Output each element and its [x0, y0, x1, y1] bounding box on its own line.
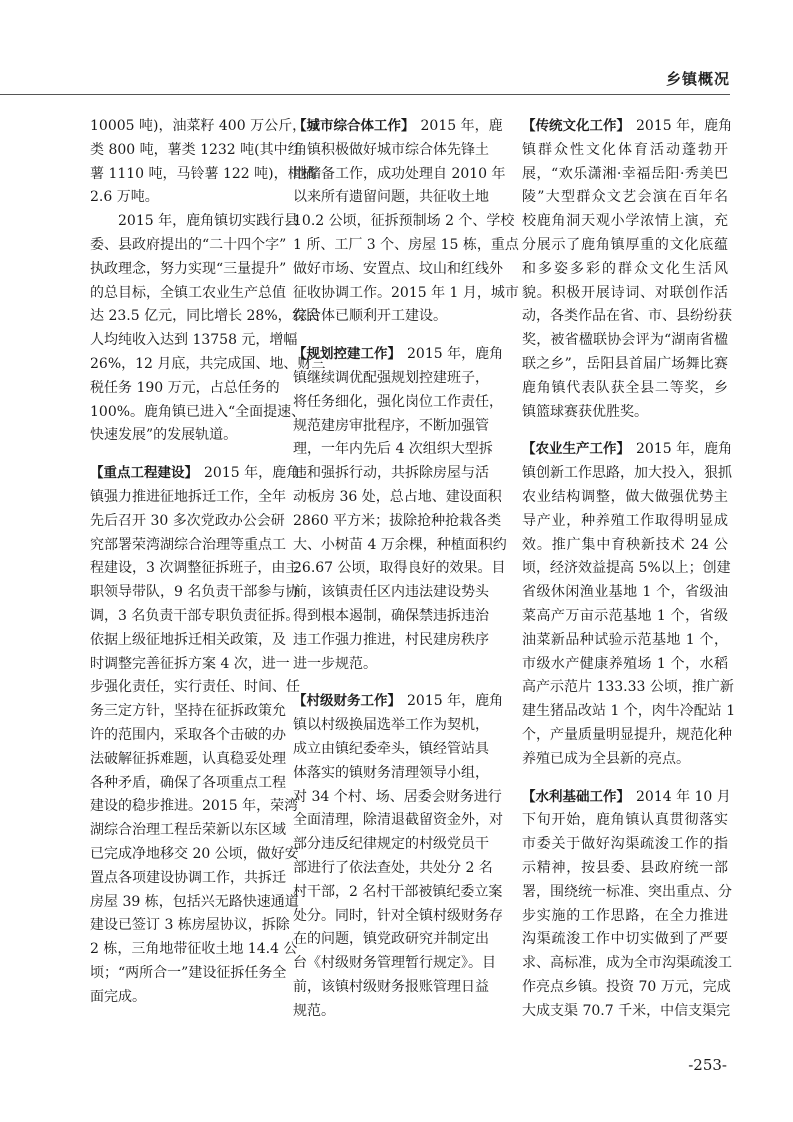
line-text: 将任务细化，强化岗位工作责任，: [293, 393, 503, 410]
line-text: 动，各类作品在省、市、县纷纷获: [522, 308, 732, 325]
text-line: [522, 510, 728, 534]
line-text: 2 栋，三角地带征收土地 14.4 公: [90, 941, 298, 958]
text-line: [90, 557, 300, 581]
line-text: 许的范围内，采取各个击破的办: [90, 726, 286, 743]
text-line: [293, 1000, 477, 1024]
text-line: [90, 867, 286, 891]
text-line: [90, 724, 286, 748]
line-text: 综合体已顺利开工建设。: [293, 308, 447, 325]
line-text: 联之乡”，岳阳县首届广场舞比赛: [522, 355, 728, 372]
text-line: [522, 581, 728, 605]
line-text: 2015 年，鹿角镇切实践行县: [118, 213, 299, 230]
text-line: [522, 305, 732, 329]
text-line: [90, 401, 306, 425]
text-line: [90, 510, 285, 534]
header-rule: [0, 94, 730, 95]
line-text: 建生猪品改站 1 个，肉牛冷配站 1: [522, 703, 736, 720]
text-line: [90, 115, 321, 139]
line-text: 2015 年，鹿角: [636, 441, 733, 458]
line-text: 对 34 个村、场、居委会财务进行: [293, 788, 502, 805]
text-line: [90, 986, 278, 1010]
section-heading: 【规划控建工作】: [293, 346, 401, 363]
text-line: [293, 234, 519, 258]
section-paragraph: [293, 343, 507, 676]
line-text: 效。推广集中育秧新技术 24 公: [522, 536, 728, 553]
text-line: [293, 438, 493, 462]
section-paragraph: [90, 462, 301, 1009]
line-text: 2015 年，鹿: [420, 118, 503, 134]
text-line: [522, 115, 733, 139]
text-line: [293, 690, 504, 714]
line-text: 时调整完善征拆方案 4 次，进一: [90, 655, 290, 672]
text-line: [293, 857, 493, 881]
text-line: [522, 809, 728, 833]
text-line: [293, 581, 489, 605]
line-text: 镇群众性文化体育活动蓬勃开: [522, 141, 728, 158]
line-text: 大成支渠 70.7 千米，中信支渠完: [522, 1002, 731, 1019]
text-line: [293, 881, 503, 905]
line-text: 依据上级征地拆迁相关政策，及: [90, 631, 286, 648]
text-line: [90, 258, 287, 282]
line-text: 导产业，种养殖工作取得明显成: [522, 512, 728, 529]
section-heading: 【村级财务工作】: [293, 693, 401, 710]
line-text: 顷，经济效益提高 5%以上；创建: [522, 560, 731, 577]
line-text: 奖，被省楹联协会评为“湖南省楹: [522, 332, 728, 349]
text-line: [522, 186, 728, 210]
text-line: [293, 415, 489, 439]
line-text: 市级水产健康养殖场 1 个，水稻: [522, 655, 728, 672]
line-text: 沟渠疏浚工作中切实做到了严要: [522, 931, 728, 948]
text-line: [90, 819, 286, 843]
text-line: [522, 676, 734, 700]
section-paragraph: [522, 115, 733, 424]
line-text: 成立由镇纪委牵头，镇经管站具: [293, 740, 489, 757]
line-text: 建设的稳步推进。2015 年，荣湾: [90, 798, 299, 815]
line-text: 法破解征拆难题，认真稳妥处理: [90, 750, 286, 767]
line-text: 面完成。: [90, 988, 146, 1005]
line-text: 处分。同时，针对全镇村级财务存: [293, 907, 503, 924]
section-paragraph: [293, 690, 504, 1023]
line-text: 进一步规范。: [293, 655, 377, 672]
text-line: [293, 510, 502, 534]
text-line: [522, 438, 733, 462]
line-text: 2860 平方米；拔除抢种抢栽各类: [293, 512, 502, 529]
running-header-section-title: 乡镇概况: [665, 70, 730, 88]
text-line: [522, 881, 732, 905]
text-line: [90, 462, 301, 486]
text-line: [293, 210, 515, 234]
text-line: [293, 833, 489, 857]
line-text: 房屋 39 栋，包括兴无路快速通道: [90, 893, 299, 910]
line-text: 以来所有遗留问题，共征收土地: [293, 189, 489, 206]
text-line: [90, 938, 298, 962]
text-line: [90, 163, 316, 187]
line-text: 养殖已成为全县新的亮点。: [522, 750, 690, 767]
section-paragraph: [522, 786, 732, 1024]
line-text: 各种矛盾，确保了各项重点工程: [90, 774, 286, 791]
text-line: [293, 762, 489, 786]
line-text: 体落实的镇财务清理领导小组，: [293, 764, 489, 781]
line-text: 大、小树苗 4 万余棵，种植面积约: [293, 536, 507, 553]
line-text: 2014 年 10 月: [636, 788, 731, 805]
text-line: [293, 928, 489, 952]
line-text: 在的问题，镇党政研究并制定出: [293, 931, 489, 948]
text-line: [90, 305, 320, 329]
text-line: [90, 962, 287, 986]
line-text: 做好市场、安置点、坟山和红线外: [293, 260, 503, 277]
line-text: 镇以村级换届选举工作为契机，: [293, 717, 489, 734]
text-line: [522, 401, 728, 425]
text-line: [90, 605, 300, 629]
text-line: [522, 139, 728, 163]
line-text: 违工作强力推进，村民建房秩序: [293, 631, 489, 648]
line-text: 个，产量质量明显提升，规范化种: [522, 726, 732, 743]
text-line: [90, 353, 326, 377]
text-line: [293, 786, 502, 810]
text-line: [293, 653, 477, 677]
text-line: [522, 462, 732, 486]
text-line: [90, 843, 299, 867]
line-text: 台《村级财务管理暂行规定》。目: [293, 955, 496, 972]
text-line: [293, 809, 503, 833]
line-text: 署，围绕统一标准、突出重点、分: [522, 883, 732, 900]
text-line: [293, 139, 489, 163]
line-text: 镇继续调优配强规划控建班子，: [293, 369, 489, 386]
text-line: [522, 905, 728, 929]
line-text: 镇强力推进征地拆迁工作，全年: [90, 488, 286, 505]
text-line: [293, 905, 503, 929]
text-line: [293, 462, 489, 486]
line-text: 规范。: [293, 1002, 335, 1019]
line-text: 究部署荣湾湖综合治理等重点工: [90, 536, 286, 553]
line-text: 先后召开 30 多次党政办公会研: [90, 512, 285, 529]
text-line: [90, 139, 302, 163]
text-line: [522, 928, 728, 952]
text-line: [90, 486, 286, 510]
line-text: 2015 年，鹿角: [204, 465, 301, 482]
text-line: [522, 377, 728, 401]
text-line: [522, 629, 728, 653]
text-line: [522, 653, 728, 677]
line-text: 角镇积极做好城市综合体先锋土: [293, 141, 489, 158]
line-text: 前，该镇村级财务报账管理日益: [293, 978, 489, 995]
line-text: 得到根本遏制，确保禁违拆违治: [293, 607, 489, 624]
line-text: 部分违反纪律规定的村级党员干: [293, 836, 489, 853]
line-text: 薯 1110 吨，马铃薯 122 吨)，柑橘: [90, 165, 316, 182]
text-line: [522, 724, 732, 748]
text-line: [293, 605, 489, 629]
line-text: 步实施的工作思路，在全力推进: [522, 907, 728, 924]
line-text: 已完成净地移交 20 公顷，做好安: [90, 845, 299, 862]
text-line: [522, 282, 728, 306]
text-line: [293, 534, 507, 558]
text-line: [90, 653, 290, 677]
line-text: 分展示了鹿角镇厚重的文化底蕴: [522, 236, 728, 253]
line-text: 违和强拆行动，共拆除房屋与活: [293, 465, 489, 482]
text-line: [293, 629, 489, 653]
line-text: 顷；“两所合一”建设征拆任务全: [90, 964, 287, 981]
section-heading: 【重点工程建设】: [90, 465, 198, 482]
line-text: 作亮点乡镇。投资 70 万元，完成: [522, 978, 731, 995]
text-line: [293, 258, 503, 282]
text-line: [90, 581, 300, 605]
text-line: [293, 367, 489, 391]
text-line: [293, 738, 489, 762]
line-text: 市委关于做好沟渠疏浚工作的指: [522, 836, 728, 853]
line-text: 省级休闲渔业基地 1 个，省级油: [522, 584, 728, 601]
paragraph: [90, 115, 321, 210]
line-text: 程建设，3 次调整征拆班子，由主: [90, 560, 300, 577]
text-line: [522, 605, 728, 629]
section-heading: 【城市综合体工作】: [293, 118, 415, 134]
line-text: 快速发展”的发展轨道。: [90, 427, 238, 444]
paragraph: [90, 210, 326, 448]
text-line: [522, 163, 728, 187]
page-number: -253-: [688, 1056, 727, 1074]
text-line: [90, 914, 290, 938]
text-line: [522, 234, 728, 258]
text-line: [90, 795, 299, 819]
text-line: [522, 329, 728, 353]
section-paragraph: [293, 115, 519, 329]
text-line: [522, 857, 728, 881]
text-line: [90, 748, 286, 772]
line-text: 陵”大型群众文艺会演在百年名: [522, 189, 728, 206]
line-text: 10005 吨)，油菜籽 400 万公斤，豆: [90, 118, 321, 134]
line-text: 调，3 名负责干部专职负责征拆。: [90, 607, 300, 624]
line-text: 村干部，2 名村干部被镇纪委立案: [293, 883, 503, 900]
line-text: 求、高标准，成为全市沟渠疏浚工: [522, 955, 732, 972]
text-line: [90, 534, 286, 558]
text-line: [293, 714, 489, 738]
line-text: 部进行了依法查处，共处分 2 名: [293, 859, 493, 876]
line-text: 下旬开始，鹿角镇认真贯彻落实: [522, 812, 728, 829]
line-text: 1 所、工厂 3 个、房屋 15 栋，重点: [293, 236, 519, 253]
text-line: [522, 258, 728, 282]
text-line: [522, 976, 731, 1000]
text-line: [90, 424, 278, 448]
text-line: [522, 786, 731, 810]
line-text: 26%，12 月底，共完成国、地、财三: [90, 355, 326, 372]
text-line: [293, 486, 502, 510]
line-text: 人均纯收入达到 13758 元，增幅: [90, 332, 298, 349]
section-paragraph: [522, 438, 736, 771]
text-line: [293, 305, 477, 329]
line-text: 达 23.5 亿元，同比增长 28%，农民: [90, 308, 320, 325]
line-text: 动板房 36 处，总占地、建设面积: [293, 488, 502, 505]
line-text: 湖综合治理工程岳荣新以东区域: [90, 822, 286, 839]
text-line: [293, 976, 489, 1000]
line-text: 农业结构调整，做大做强优势主: [522, 488, 728, 505]
line-text: 步强化责任，实行责任、时间、任: [90, 679, 300, 696]
line-text: 鹿角镇代表队获全县二等奖，乡: [522, 379, 728, 396]
line-text: 貌。积极开展诗词、对联创作活: [522, 284, 728, 301]
line-text: 示精神，按县委、县政府统一部: [522, 859, 728, 876]
text-column-3: [522, 115, 736, 1037]
text-line: [522, 210, 728, 234]
line-text: 规范建房审批程序，不断加强管: [293, 417, 489, 434]
text-line: [522, 748, 728, 772]
text-line: [90, 772, 286, 796]
text-line: [90, 186, 278, 210]
text-line: [293, 557, 506, 581]
text-line: [90, 210, 299, 234]
line-text: 2015 年，鹿角: [407, 693, 504, 710]
text-line: [293, 115, 503, 139]
line-text: 镇篮球赛获优胜奖。: [522, 403, 648, 420]
line-text: 26.67 公顷，取得良好的效果。目: [293, 560, 506, 577]
line-text: 务三定方针，坚持在征拆政策允: [90, 703, 286, 720]
section-heading: 【传统文化工作】: [522, 118, 630, 134]
text-line: [293, 282, 519, 306]
line-text: 2015 年，鹿角: [636, 118, 733, 134]
line-text: 100%。鹿角镇已进入“全面提速、: [90, 403, 306, 420]
line-text: 征收协调工作。2015 年 1 月，城市: [293, 284, 519, 301]
line-text: 和多姿多彩的群众文化生活风: [522, 260, 728, 277]
line-text: 高产示范片 133.33 公顷，推广新: [522, 679, 734, 696]
line-text: 2015 年，鹿角: [407, 346, 504, 363]
text-line: [522, 1000, 731, 1024]
text-line: [90, 629, 286, 653]
text-line: [522, 534, 728, 558]
line-text: 菜高产万亩示范基地 1 个，省级: [522, 607, 728, 624]
text-line: [90, 377, 278, 401]
text-column-2: [293, 115, 519, 1037]
line-text: 镇创新工作思路，加大投入，狠抓: [522, 465, 732, 482]
line-text: 2.6 万吨。: [90, 189, 159, 206]
line-text: 校鹿角洞天观小学浓情上演，充: [522, 213, 728, 230]
text-line: [293, 391, 503, 415]
line-text: 税任务 190 万元，占总任务的: [90, 379, 280, 396]
line-text: 置点各项建设协调工作，共拆迁: [90, 869, 286, 886]
line-text: 10.2 公顷，征拆预制场 2 个、学校: [293, 213, 515, 230]
text-line: [90, 700, 286, 724]
text-line: [522, 833, 728, 857]
text-line: [522, 952, 732, 976]
text-line: [522, 700, 736, 724]
line-text: 的总目标，全镇工农业生产总值: [90, 284, 286, 301]
line-text: 委、县政府提出的“二十四个字”: [90, 236, 287, 253]
text-line: [90, 676, 300, 700]
text-line: [293, 186, 489, 210]
line-text: 职领导带队，9 名负责干部参与协: [90, 584, 300, 601]
text-line: [90, 329, 298, 353]
line-text: 执政理念，努力实现“三量提升”: [90, 260, 287, 277]
line-text: 展，“欢乐潇湘·幸福岳阳·秀美巴: [522, 165, 728, 182]
text-line: [522, 486, 728, 510]
section-heading: 【水利基础工作】: [522, 788, 630, 805]
text-line: [90, 891, 299, 915]
line-text: 理，一年内先后 4 次组织大型拆: [293, 441, 493, 458]
text-line: [293, 343, 504, 367]
text-line: [90, 282, 286, 306]
text-line: [293, 952, 496, 976]
line-text: 油菜新品种试验示范基地 1 个，: [522, 631, 728, 648]
line-text: 地储备工作，成功处理自 2010 年: [293, 165, 506, 182]
text-line: [293, 163, 506, 187]
line-text: 全面清理，除清退截留资金外，对: [293, 812, 503, 829]
text-line: [522, 557, 731, 581]
line-text: 类 800 吨，薯类 1232 吨(其中红: [90, 141, 302, 158]
section-heading: 【农业生产工作】: [522, 441, 630, 458]
text-line: [90, 234, 287, 258]
line-text: 建设已签订 3 栋房屋协议，拆除: [90, 917, 290, 934]
text-line: [522, 353, 728, 377]
line-text: 前，该镇责任区内违法建设势头: [293, 584, 489, 601]
